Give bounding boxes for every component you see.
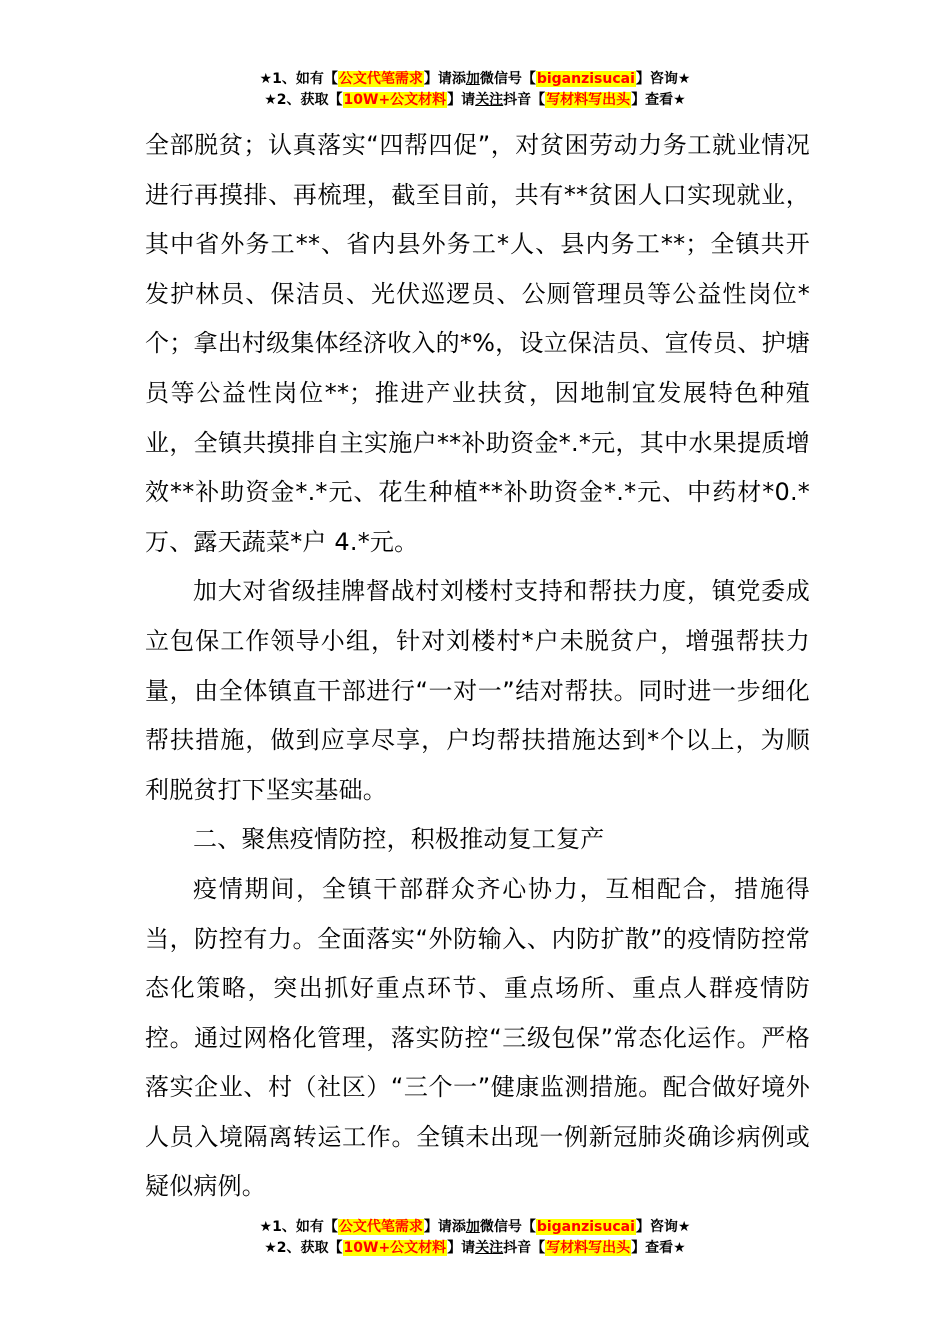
section-heading: 二、聚焦疫情防控，积极推动复工复产 (193, 825, 605, 854)
promo-highlight: 写材料写出头 (546, 1240, 631, 1256)
promo-line-1: ★1、如有【公文代笔需求】请添加微信号【biganzisucai】咨询★ (259, 71, 691, 87)
promo-line-1: ★1、如有【公文代笔需求】请添加微信号【biganzisucai】咨询★ (259, 1219, 691, 1235)
promo-highlight: biganzisucai (536, 71, 635, 87)
header-promo-banner (0, 69, 950, 111)
promo-highlight: 10W+公文材料 (343, 92, 447, 108)
promo-line-2: ★2、获取【10W+公文材料】请关注抖音【写材料写出头】查看★ (264, 92, 686, 108)
promo-highlight: 公文代笔需求 (338, 71, 423, 87)
promo-highlight: biganzisucai (536, 1219, 635, 1235)
footer-promo-banner (0, 1217, 950, 1259)
promo-highlight: 10W+公文材料 (343, 1240, 447, 1256)
promo-highlight: 写材料写出头 (546, 92, 631, 108)
promo-line-2: ★2、获取【10W+公文材料】请关注抖音【写材料写出头】查看★ (264, 1240, 686, 1256)
body-paragraph: 全部脱贫；认真落实“四帮四促”，对贫困劳动力务工就业情况进行再摸排、再梳理，截至目前，共有**贫困人口实现就业，其中省外务工**、省内县外务工*人、县内务工**；全镇共开发护林员、保洁员、光伏巡逻员、公厕管理员等公益性岗位*个；拿出村级集体经济收入的*%，设立保洁员、宣传员、护塘员等公益性岗位**；推进产业扶贫，因地制宜发展特色种殖业，全镇共摸排自主实施户**补助资金*.*元，其中水果提质增效**补助资金*.*元、花生种植**补助资金*.*元、中药材*0.*万、露天蔬菜*户 4.*元。 (145, 131, 810, 556)
document-body (145, 121, 810, 1212)
promo-highlight: 公文代笔需求 (338, 1219, 423, 1235)
body-paragraph: 加大对省级挂牌督战村刘楼村支持和帮扶力度，镇党委成立包保工作领导小组，针对刘楼村*户未脱贫户，增强帮扶力量，由全体镇直干部进行“一对一”结对帮扶。同时进一步细化帮扶措施，做到应享尽享，户均帮扶措施达到*个以上，为顺利脱贫打下坚实基础。 (145, 577, 810, 804)
body-paragraph: 疫情期间，全镇干部群众齐心协力，互相配合，措施得当，防控有力。全面落实“外防输入、内防扩散”的疫情防控常态化策略，突出抓好重点环节、重点场所、重点人群疫情防控。通过网格化管理，落实防控“三级包保”常态化运作。严格落实企业、村（社区）“三个一”健康监测措施。配合做好境外人员入境隔离转运工作。全镇未出现一例新冠肺炎确诊病例或疑似病例。 (145, 874, 810, 1201)
